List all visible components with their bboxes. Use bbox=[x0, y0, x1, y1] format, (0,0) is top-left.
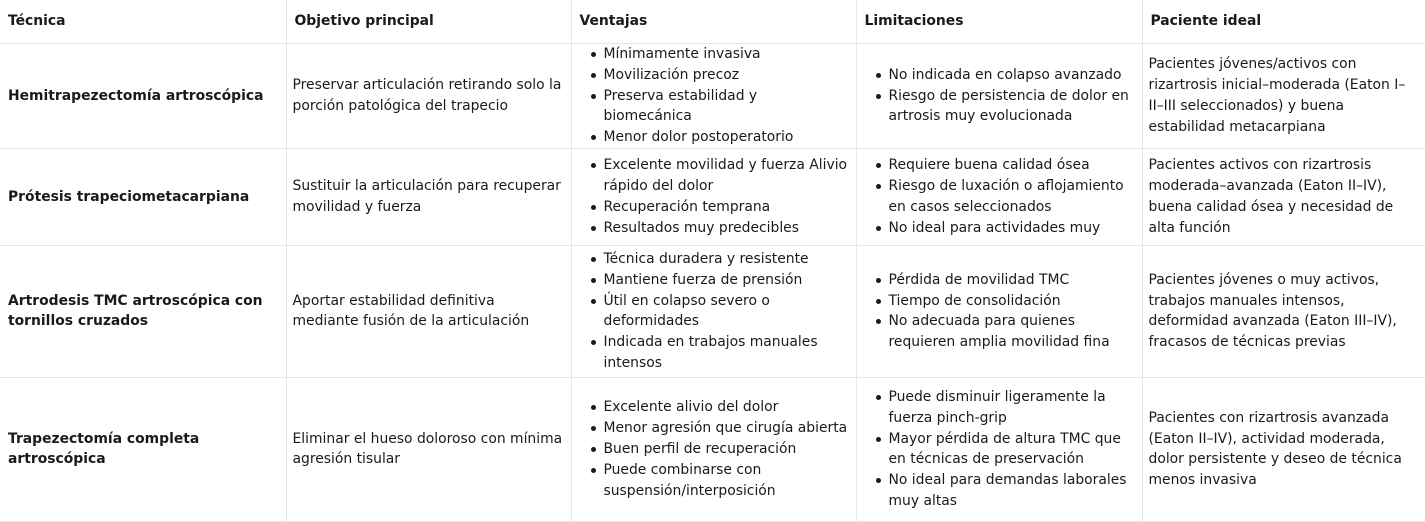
objetivo-cell: Preservar articulación retirando solo la porción patológica del trapecio bbox=[286, 44, 571, 149]
paciente-cell: Pacientes jóvenes/activos con rizartrosis inicial–moderada (Eaton I–II–III seleccionados) y buena estabilidad metacarpiana bbox=[1142, 44, 1425, 149]
tecnica-cell: Artrodesis TMC artroscópica con tornillos cruzados bbox=[0, 245, 286, 377]
list-item: Útil en colapso severo o deformidades bbox=[604, 291, 850, 333]
header-limitaciones: Limitaciones bbox=[856, 0, 1142, 44]
list-item: Excelente movilidad y fuerza Alivio rápido del dolor bbox=[604, 155, 850, 197]
limitaciones-list bbox=[863, 155, 1136, 238]
table-row bbox=[0, 245, 1425, 377]
header-paciente: Paciente ideal bbox=[1142, 0, 1425, 44]
list-item: Riesgo de luxación o aflojamiento en casos seleccionados bbox=[889, 176, 1136, 218]
ventajas-list bbox=[578, 44, 850, 148]
list-item: Preserva estabilidad y biomecánica bbox=[604, 86, 850, 128]
objetivo-cell: Sustituir la articulación para recuperar movilidad y fuerza bbox=[286, 148, 571, 245]
list-item: No ideal para demandas laborales muy altas bbox=[889, 470, 1136, 512]
ventajas-list bbox=[578, 249, 850, 374]
table-row bbox=[0, 148, 1425, 245]
tecnica-cell: Prótesis trapeciometacarpiana bbox=[0, 148, 286, 245]
list-item: No adecuada para quienes requieren amplia movilidad fina bbox=[889, 311, 1136, 353]
list-item: Menor dolor postoperatorio bbox=[604, 127, 850, 148]
list-item: Puede combinarse con suspensión/interposición bbox=[604, 460, 850, 502]
table-row bbox=[0, 377, 1425, 521]
limitaciones-list bbox=[863, 65, 1136, 127]
list-item: Riesgo de persistencia de dolor en artrosis muy evolucionada bbox=[889, 86, 1136, 128]
header-ventajas: Ventajas bbox=[571, 0, 856, 44]
ventajas-cell bbox=[571, 44, 856, 149]
list-item: Requiere buena calidad ósea bbox=[889, 155, 1136, 176]
list-item: Pérdida de movilidad TMC bbox=[889, 270, 1136, 291]
limitaciones-clip bbox=[863, 155, 1136, 238]
paciente-cell: Pacientes activos con rizartrosis moderada–avanzada (Eaton II–IV), buena calidad ósea y necesidad de alta función bbox=[1142, 148, 1425, 245]
list-item: Mayor pérdida de altura TMC que en técnicas de preservación bbox=[889, 429, 1136, 471]
list-item: Puede disminuir ligeramente la fuerza pinch-grip bbox=[889, 387, 1136, 429]
limitaciones-cell bbox=[856, 44, 1142, 149]
list-item: Menor agresión que cirugía abierta bbox=[604, 418, 850, 439]
list-item: No ideal para actividades muy bbox=[889, 218, 1136, 239]
list-item: Resultados muy predecibles bbox=[604, 218, 850, 239]
ventajas-cell bbox=[571, 148, 856, 245]
list-item: Técnica duradera y resistente bbox=[604, 249, 850, 270]
tecnica-cell: Trapezectomía completa artroscópica bbox=[0, 377, 286, 521]
ventajas-list bbox=[578, 155, 850, 238]
list-item: Indicada en trabajos manuales intensos bbox=[604, 332, 850, 374]
list-item: Buen perfil de recuperación bbox=[604, 439, 850, 460]
header-objetivo: Objetivo principal bbox=[286, 0, 571, 44]
ventajas-cell bbox=[571, 245, 856, 377]
limitaciones-cell bbox=[856, 245, 1142, 377]
paciente-cell: Pacientes con rizartrosis avanzada (Eaton II–IV), actividad moderada, dolor persistente y deseo de técnica menos invasiva bbox=[1142, 377, 1425, 521]
list-item: Mantiene fuerza de prensión bbox=[604, 270, 850, 291]
objetivo-cell: Aportar estabilidad definitiva mediante fusión de la articulación bbox=[286, 245, 571, 377]
ventajas-list bbox=[578, 397, 850, 501]
tecnica-cell: Hemitrapezectomía artroscópica bbox=[0, 44, 286, 149]
ventajas-cell bbox=[571, 377, 856, 521]
paciente-cell: Pacientes jóvenes o muy activos, trabajos manuales intensos, deformidad avanzada (Eaton III–IV), fracasos de técnicas previas bbox=[1142, 245, 1425, 377]
header-row bbox=[0, 0, 1425, 44]
table-row bbox=[0, 44, 1425, 149]
list-item: Mínimamente invasiva bbox=[604, 44, 850, 65]
list-item: Excelente alivio del dolor bbox=[604, 397, 850, 418]
header-tecnica: Técnica bbox=[0, 0, 286, 44]
objetivo-cell: Eliminar el hueso doloroso con mínima agresión tisular bbox=[286, 377, 571, 521]
limitaciones-list bbox=[863, 270, 1136, 353]
limitaciones-cell bbox=[856, 377, 1142, 521]
limitaciones-cell bbox=[856, 148, 1142, 245]
list-item: Tiempo de consolidación bbox=[889, 291, 1136, 312]
list-item: No indicada en colapso avanzado bbox=[889, 65, 1136, 86]
limitaciones-list bbox=[863, 387, 1136, 512]
list-item: Movilización precoz bbox=[604, 65, 850, 86]
list-item: Recuperación temprana bbox=[604, 197, 850, 218]
